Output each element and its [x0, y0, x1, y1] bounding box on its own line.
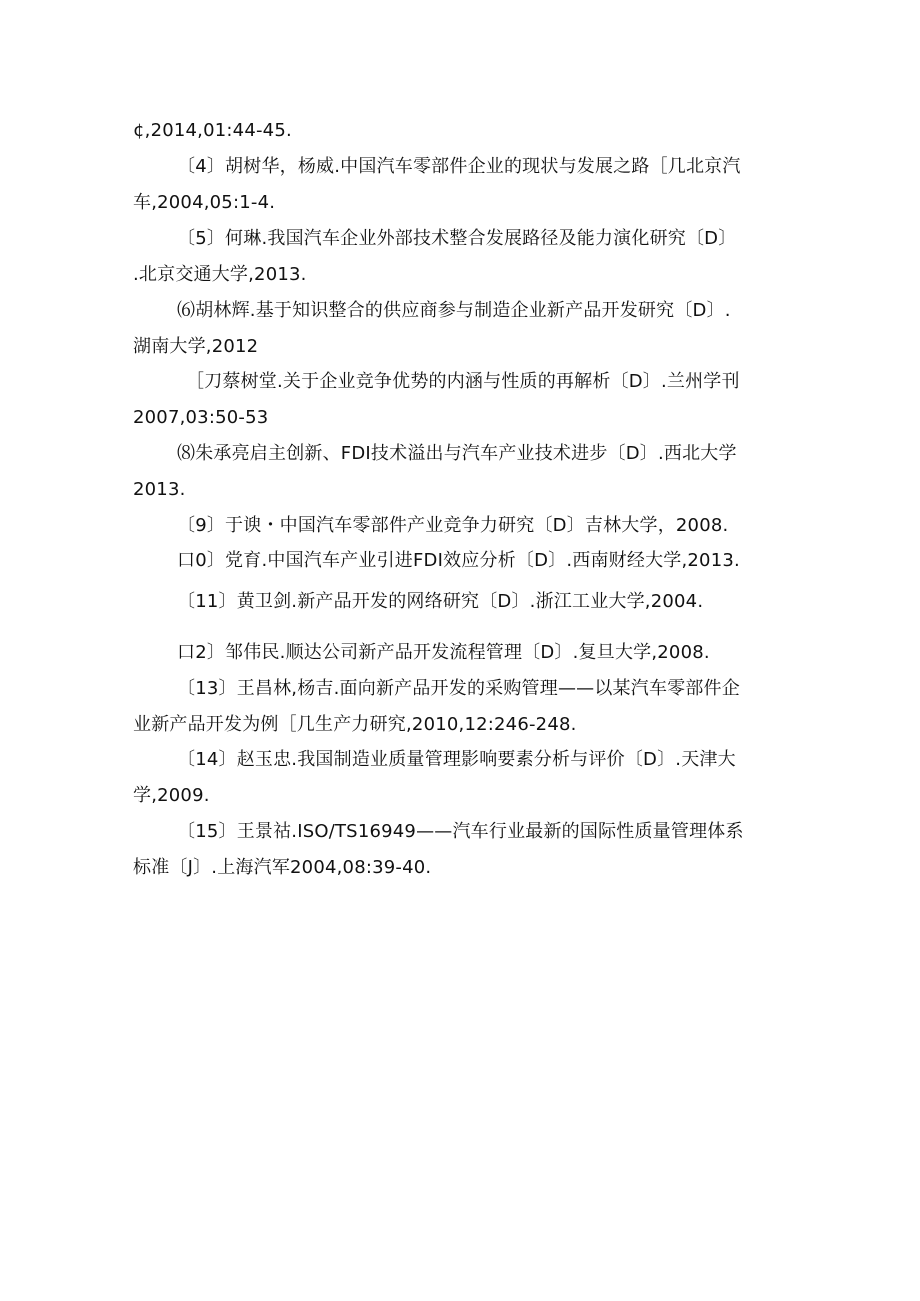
ref-14-line-2: 学,2009.: [133, 785, 210, 806]
ref-13-line-2: 业新产品开发为例［几生产力研究,2010,12:246-248.: [133, 714, 577, 735]
ref-3-line-2: ¢,2014,01:44-45.: [133, 120, 292, 141]
ref-11: 〔11〕黄卫剑.新产品开发的网络研究〔D〕.浙江工业大学,2004.: [177, 591, 704, 612]
ref-12: 口2〕邹伟民.顺达公司新产品开发流程管理〔D〕.复旦大学,2008.: [177, 642, 710, 663]
ref-4-line-1: 〔4〕胡树华，杨威.中国汽车零部件企业的现状与发展之路［几北京汽: [177, 156, 741, 177]
ref-5-line-2: .北京交通大学,2013.: [133, 264, 307, 285]
ref-7-line-2: 2007,03:50-53: [133, 407, 269, 428]
ref-15-line-2: 标准〔J〕.上海汽军2004,08:39-40.: [133, 857, 432, 878]
ref-8-line-1: ⑻朱承亮启主创新、FDI技术溢出与汽车产业技术进步〔D〕.西北大学: [177, 443, 737, 464]
ref-13-line-1: 〔13〕王昌林,杨吉.面向新产品开发的采购管理——以某汽车零部件企: [177, 678, 740, 699]
ref-15-line-1: 〔15〕王景祜.ISO/TS16949——汽车行业最新的国际性质量管理体系: [177, 821, 744, 842]
ref-14-line-1: 〔14〕赵玉忠.我国制造业质量管理影响要素分析与评价〔D〕.天津大: [177, 749, 736, 770]
ref-6-line-1: ⑹胡林辉.基于知识整合的供应商参与制造企业新产品开发研究〔D〕.: [177, 300, 731, 321]
ref-6-line-2: 湖南大学,2012: [133, 336, 259, 357]
ref-5-line-1: 〔5〕何琳.我国汽车企业外部技术整合发展路径及能力演化研究〔D〕: [177, 228, 737, 249]
ref-8-line-2: 2013.: [133, 479, 186, 500]
ref-10: 口0〕党育.中国汽车产业引进FDI效应分析〔D〕.西南财经大学,2013.: [177, 550, 740, 571]
ref-7-line-1: ［刀蔡树堂.关于企业竞争优势的内涵与性质的再解析〔D〕.兰州学刊: [186, 371, 740, 392]
ref-9: 〔9〕于谀・中国汽车零部件产业竞争力研究〔D〕吉林大学，2008.: [177, 515, 729, 536]
ref-4-line-2: 车,2004,05:1-4.: [133, 192, 276, 213]
